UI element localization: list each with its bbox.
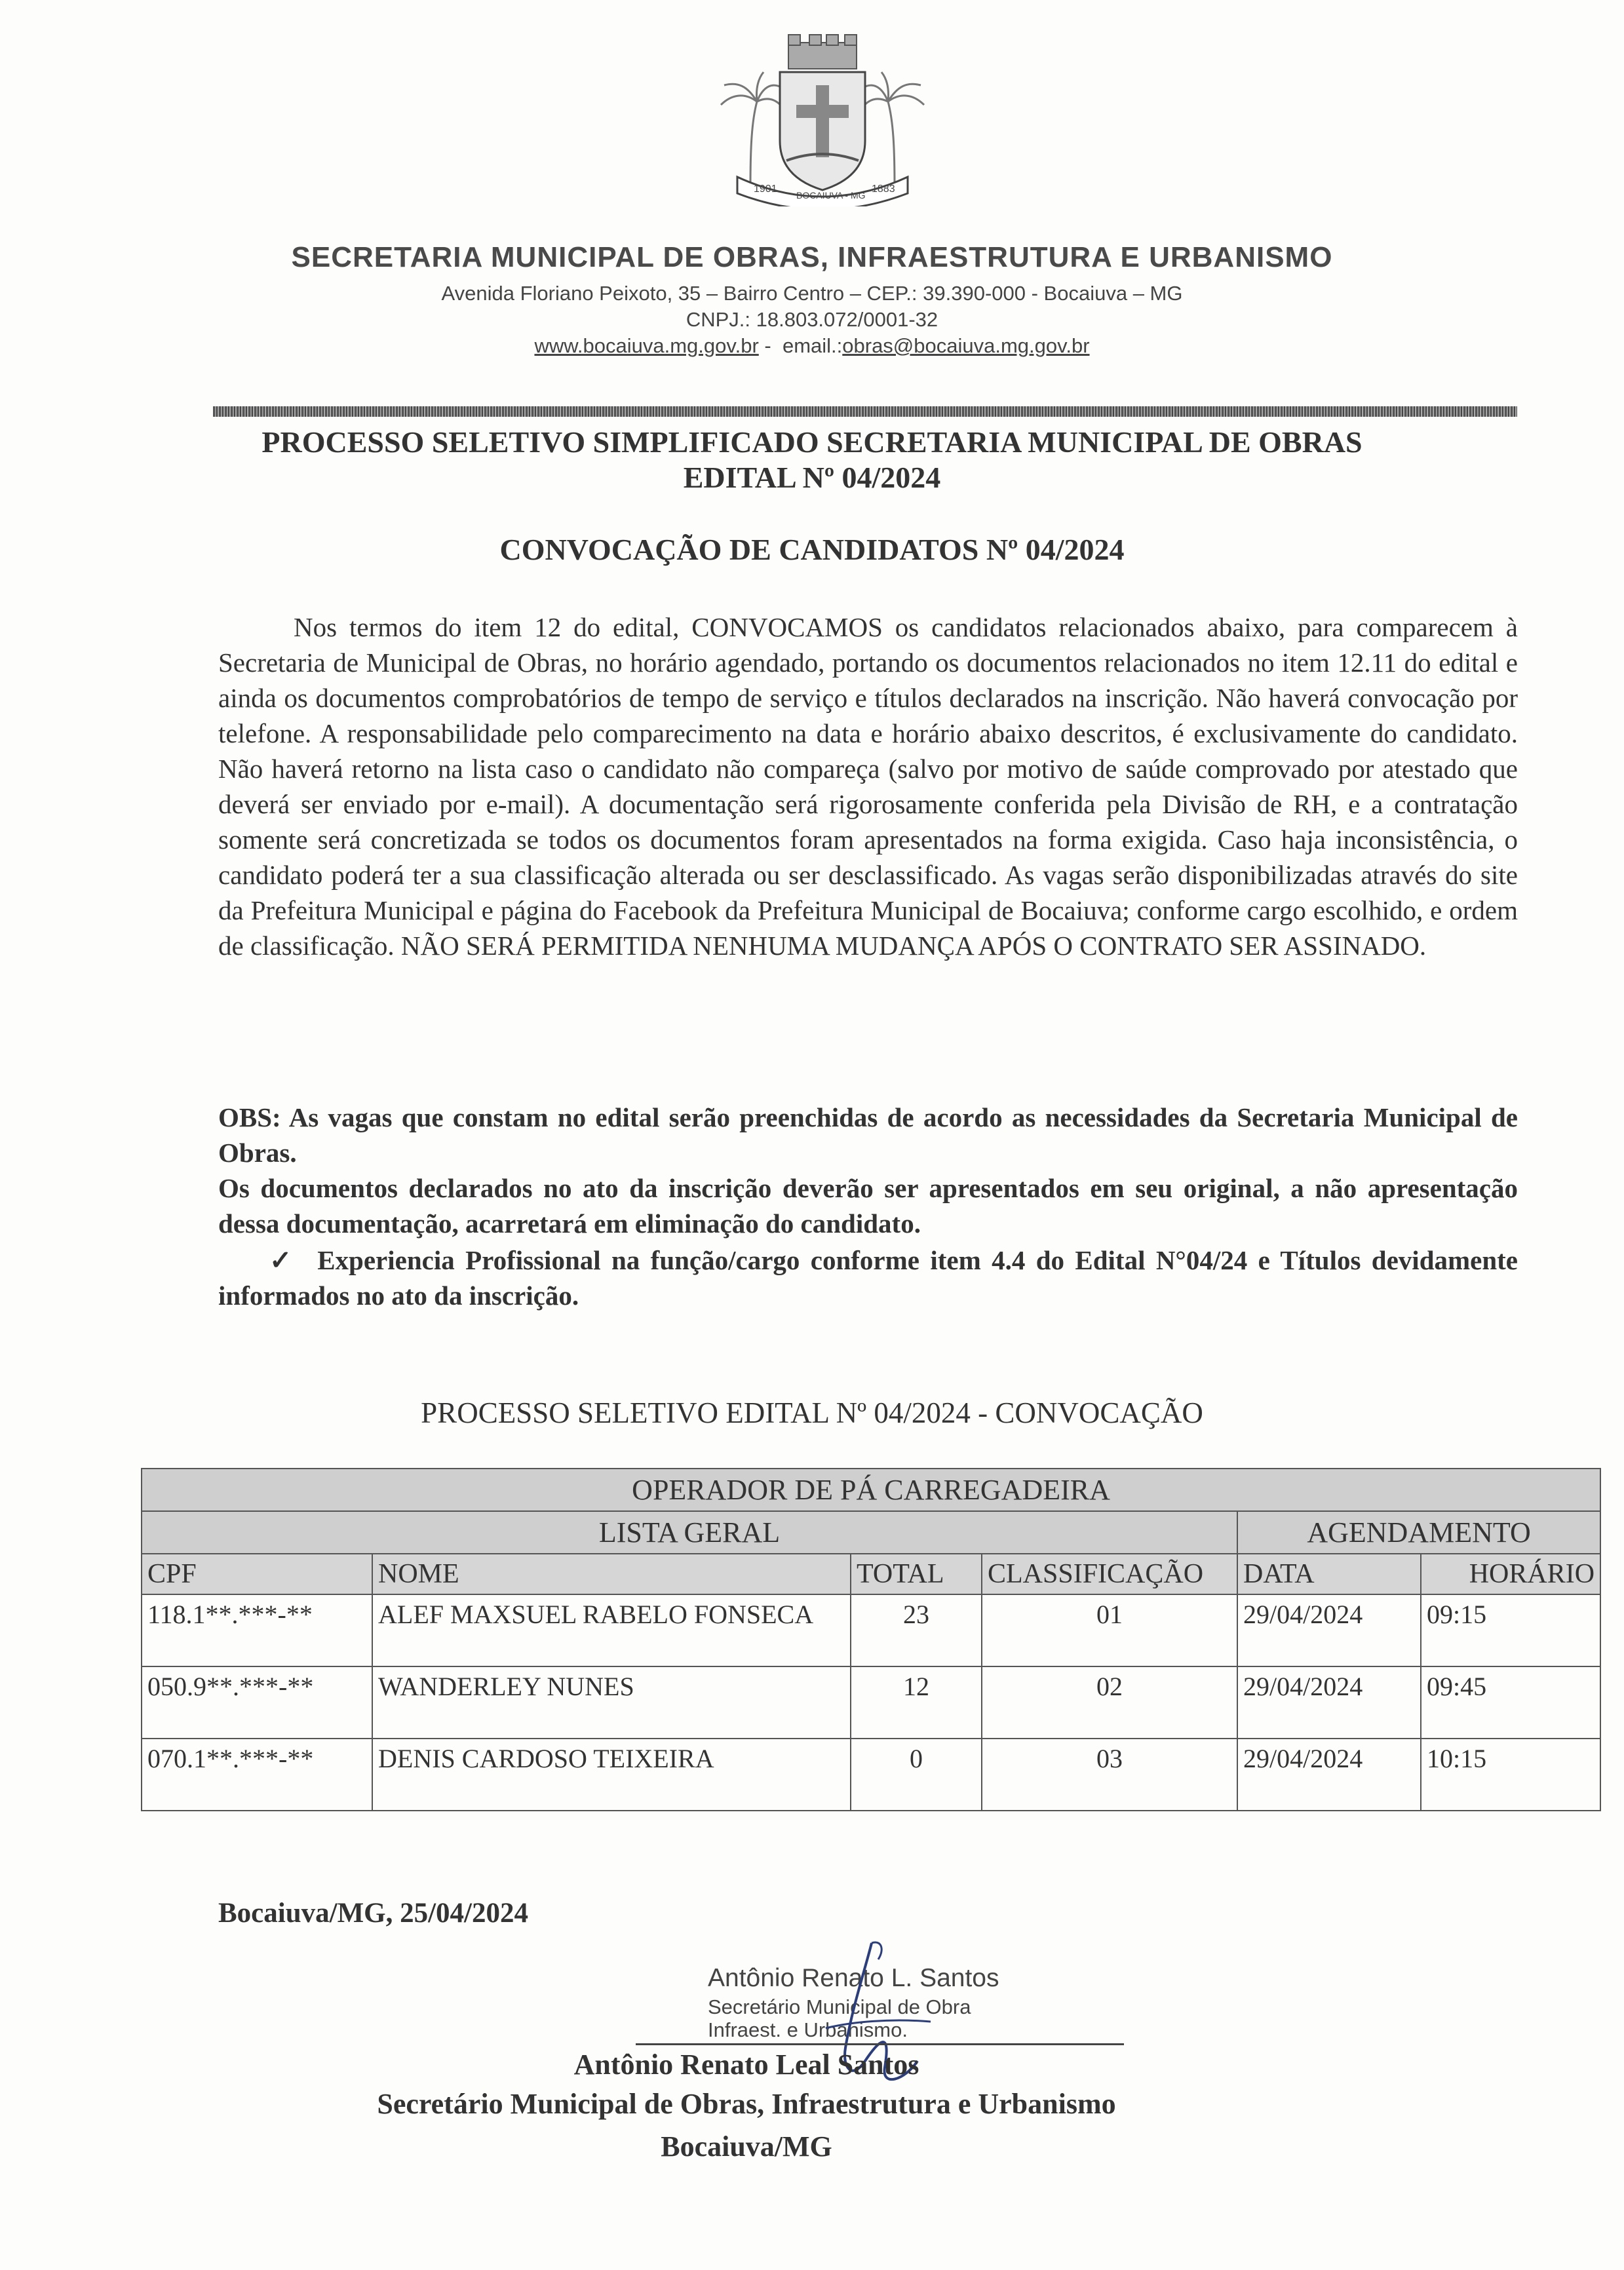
- cell-nome: ALEF MAXSUEL RABELO FONSECA: [372, 1594, 851, 1666]
- col-header-horario: HORÁRIO: [1421, 1554, 1600, 1594]
- obs-note-3-text: Experiencia Profissional na função/cargo conforme item 4.4 do Edital N°04/24 e Títulos devidamente informados no ato da inscrição.: [218, 1245, 1518, 1311]
- crest-year-left: 1901: [754, 183, 777, 195]
- candidates-table: [141, 1468, 1601, 1811]
- department-address: Avenida Floriano Peixoto, 35 – Bairro Centro – CEP.: 39.390-000 - Bocaiuva – MG: [441, 282, 1183, 305]
- table-role-row: [142, 1469, 1600, 1511]
- contact-line: www.bocaiuva.mg.gov.br - email.:obras@bocaiuva.mg.gov.br: [534, 334, 1090, 357]
- col-header-nome: NOME: [372, 1554, 851, 1594]
- cell-total: 23: [851, 1594, 982, 1666]
- cell-horario: 09:15: [1421, 1594, 1600, 1666]
- cell-total: 0: [851, 1739, 982, 1811]
- cell-horario: 09:45: [1421, 1666, 1600, 1739]
- signatory-city: Bocaiuva/MG: [661, 2130, 832, 2163]
- crest-ribbon-text: BOCAIUVA - MG: [796, 190, 866, 201]
- crest-year-right: 1883: [872, 183, 895, 195]
- department-name: SECRETARIA MUNICIPAL DE OBRAS, INFRAESTRUTURA E URBANISMO: [291, 241, 1333, 273]
- col-header-total: TOTAL: [851, 1554, 982, 1594]
- table-row: [142, 1666, 1600, 1739]
- obs-note-3: [218, 1242, 1518, 1313]
- cell-total: 12: [851, 1666, 982, 1739]
- role-header: OPERADOR DE PÁ CARREGADEIRA: [142, 1469, 1600, 1511]
- table-row: [142, 1739, 1600, 1811]
- stamp-title: Secretário Municipal de Obra: [708, 1995, 971, 2018]
- department-cnpj: CNPJ.: 18.803.072/0001-32: [686, 308, 938, 331]
- check-mark-icon: ✓: [269, 1245, 296, 1275]
- edital-title: EDITAL Nº 04/2024: [683, 461, 941, 494]
- cell-cpf: 050.9**.***-**: [142, 1666, 372, 1739]
- signature-line: [636, 2043, 1124, 2045]
- table-row: [142, 1594, 1600, 1666]
- group-header-general-list: LISTA GERAL: [142, 1511, 1237, 1554]
- cell-classificacao: 03: [982, 1739, 1237, 1811]
- table-title: PROCESSO SELETIVO EDITAL Nº 04/2024 - CONVOCAÇÃO: [421, 1396, 1203, 1429]
- col-header-cpf: CPF: [142, 1554, 372, 1594]
- obs-note-2: Os documentos declarados no ato da inscrição deverão ser apresentados em seu original, a não apresentação dessa documentação, acarretará em eliminação do candidato.: [218, 1173, 1518, 1239]
- obs-note-1: OBS: As vagas que constam no edital serão preenchidas de acordo as necessidades da Secretaria Municipal de Obras.: [218, 1102, 1518, 1168]
- col-header-classificacao: CLASSIFICAÇÃO: [982, 1554, 1237, 1594]
- col-header-data: DATA: [1237, 1554, 1421, 1594]
- stamp-subtitle: Infraest. e Urbanismo.: [708, 2018, 908, 2041]
- signatory-name: Antônio Renato Leal Santos: [573, 2049, 919, 2081]
- convocation-body-text: Nos termos do item 12 do edital, CONVOCAMOS os candidatos relacionados abaixo, para comparecem à Secretaria de Municipal de Obras, no horário agendado, portando os documentos relacionados no item 12.11 do edital e ainda os documentos comprobatórios de tempo de serviço e títulos declarados na inscrição. Não haverá convocação por telefone. A responsabilidade pelo comparecimento na data e horário abaixo descritos, é exclusivamente do candidato. Não haverá retorno na lista caso o candidato não compareça (salvo por motivo de saúde comprovado por atestado que deverá ser enviado por e-mail). A documentação será rigorosamente conferida pela Divisão de RH, e a contratação somente será concretizada se todos os documentos foram apresentados na forma exigida. Caso haja inconsistência, o candidato poderá ter a sua classificação alterada ou ser desclassificado. As vagas serão disponibilizadas através do site da Prefeitura Municipal e página do Facebook da Prefeitura Municipal de Bocaiuva; conforme cargo escolhido, e ordem de classificação. NÃO SERÁ PERMITIDA NENHUMA MUDANÇA APÓS O CONTRATO SER ASSINADO.: [218, 612, 1518, 961]
- cell-cpf: 070.1**.***-**: [142, 1739, 372, 1811]
- website-link[interactable]: www.bocaiuva.mg.gov.br: [534, 334, 759, 357]
- place-date: Bocaiuva/MG, 25/04/2024: [218, 1898, 528, 1929]
- email-label: email.:: [782, 334, 843, 357]
- convocation-title: CONVOCAÇÃO DE CANDIDATOS Nº 04/2024: [499, 533, 1125, 566]
- group-header-schedule: AGENDAMENTO: [1237, 1511, 1600, 1554]
- signatory-role: Secretário Municipal de Obras, Infraestrutura e Urbanismo: [377, 2088, 1116, 2120]
- cell-cpf: 118.1**.***-**: [142, 1594, 372, 1666]
- cell-data: 29/04/2024: [1237, 1739, 1421, 1811]
- email-link[interactable]: obras@bocaiuva.mg.gov.br: [842, 334, 1090, 357]
- cell-nome: WANDERLEY NUNES: [372, 1666, 851, 1739]
- table-column-header-row: [142, 1554, 1600, 1594]
- cell-data: 29/04/2024: [1237, 1666, 1421, 1739]
- header-divider: [213, 406, 1517, 417]
- process-title: PROCESSO SELETIVO SIMPLIFICADO SECRETARIA MUNICIPAL DE OBRAS: [261, 425, 1363, 459]
- cell-classificacao: 01: [982, 1594, 1237, 1666]
- cell-horario: 10:15: [1421, 1739, 1600, 1811]
- table-group-row: [142, 1511, 1600, 1554]
- municipal-crest-logo: [711, 29, 934, 206]
- cell-nome: DENIS CARDOSO TEIXEIRA: [372, 1739, 851, 1811]
- cell-classificacao: 02: [982, 1666, 1237, 1739]
- stamp-name: Antônio Renato L. Santos: [708, 1964, 999, 1992]
- cell-data: 29/04/2024: [1237, 1594, 1421, 1666]
